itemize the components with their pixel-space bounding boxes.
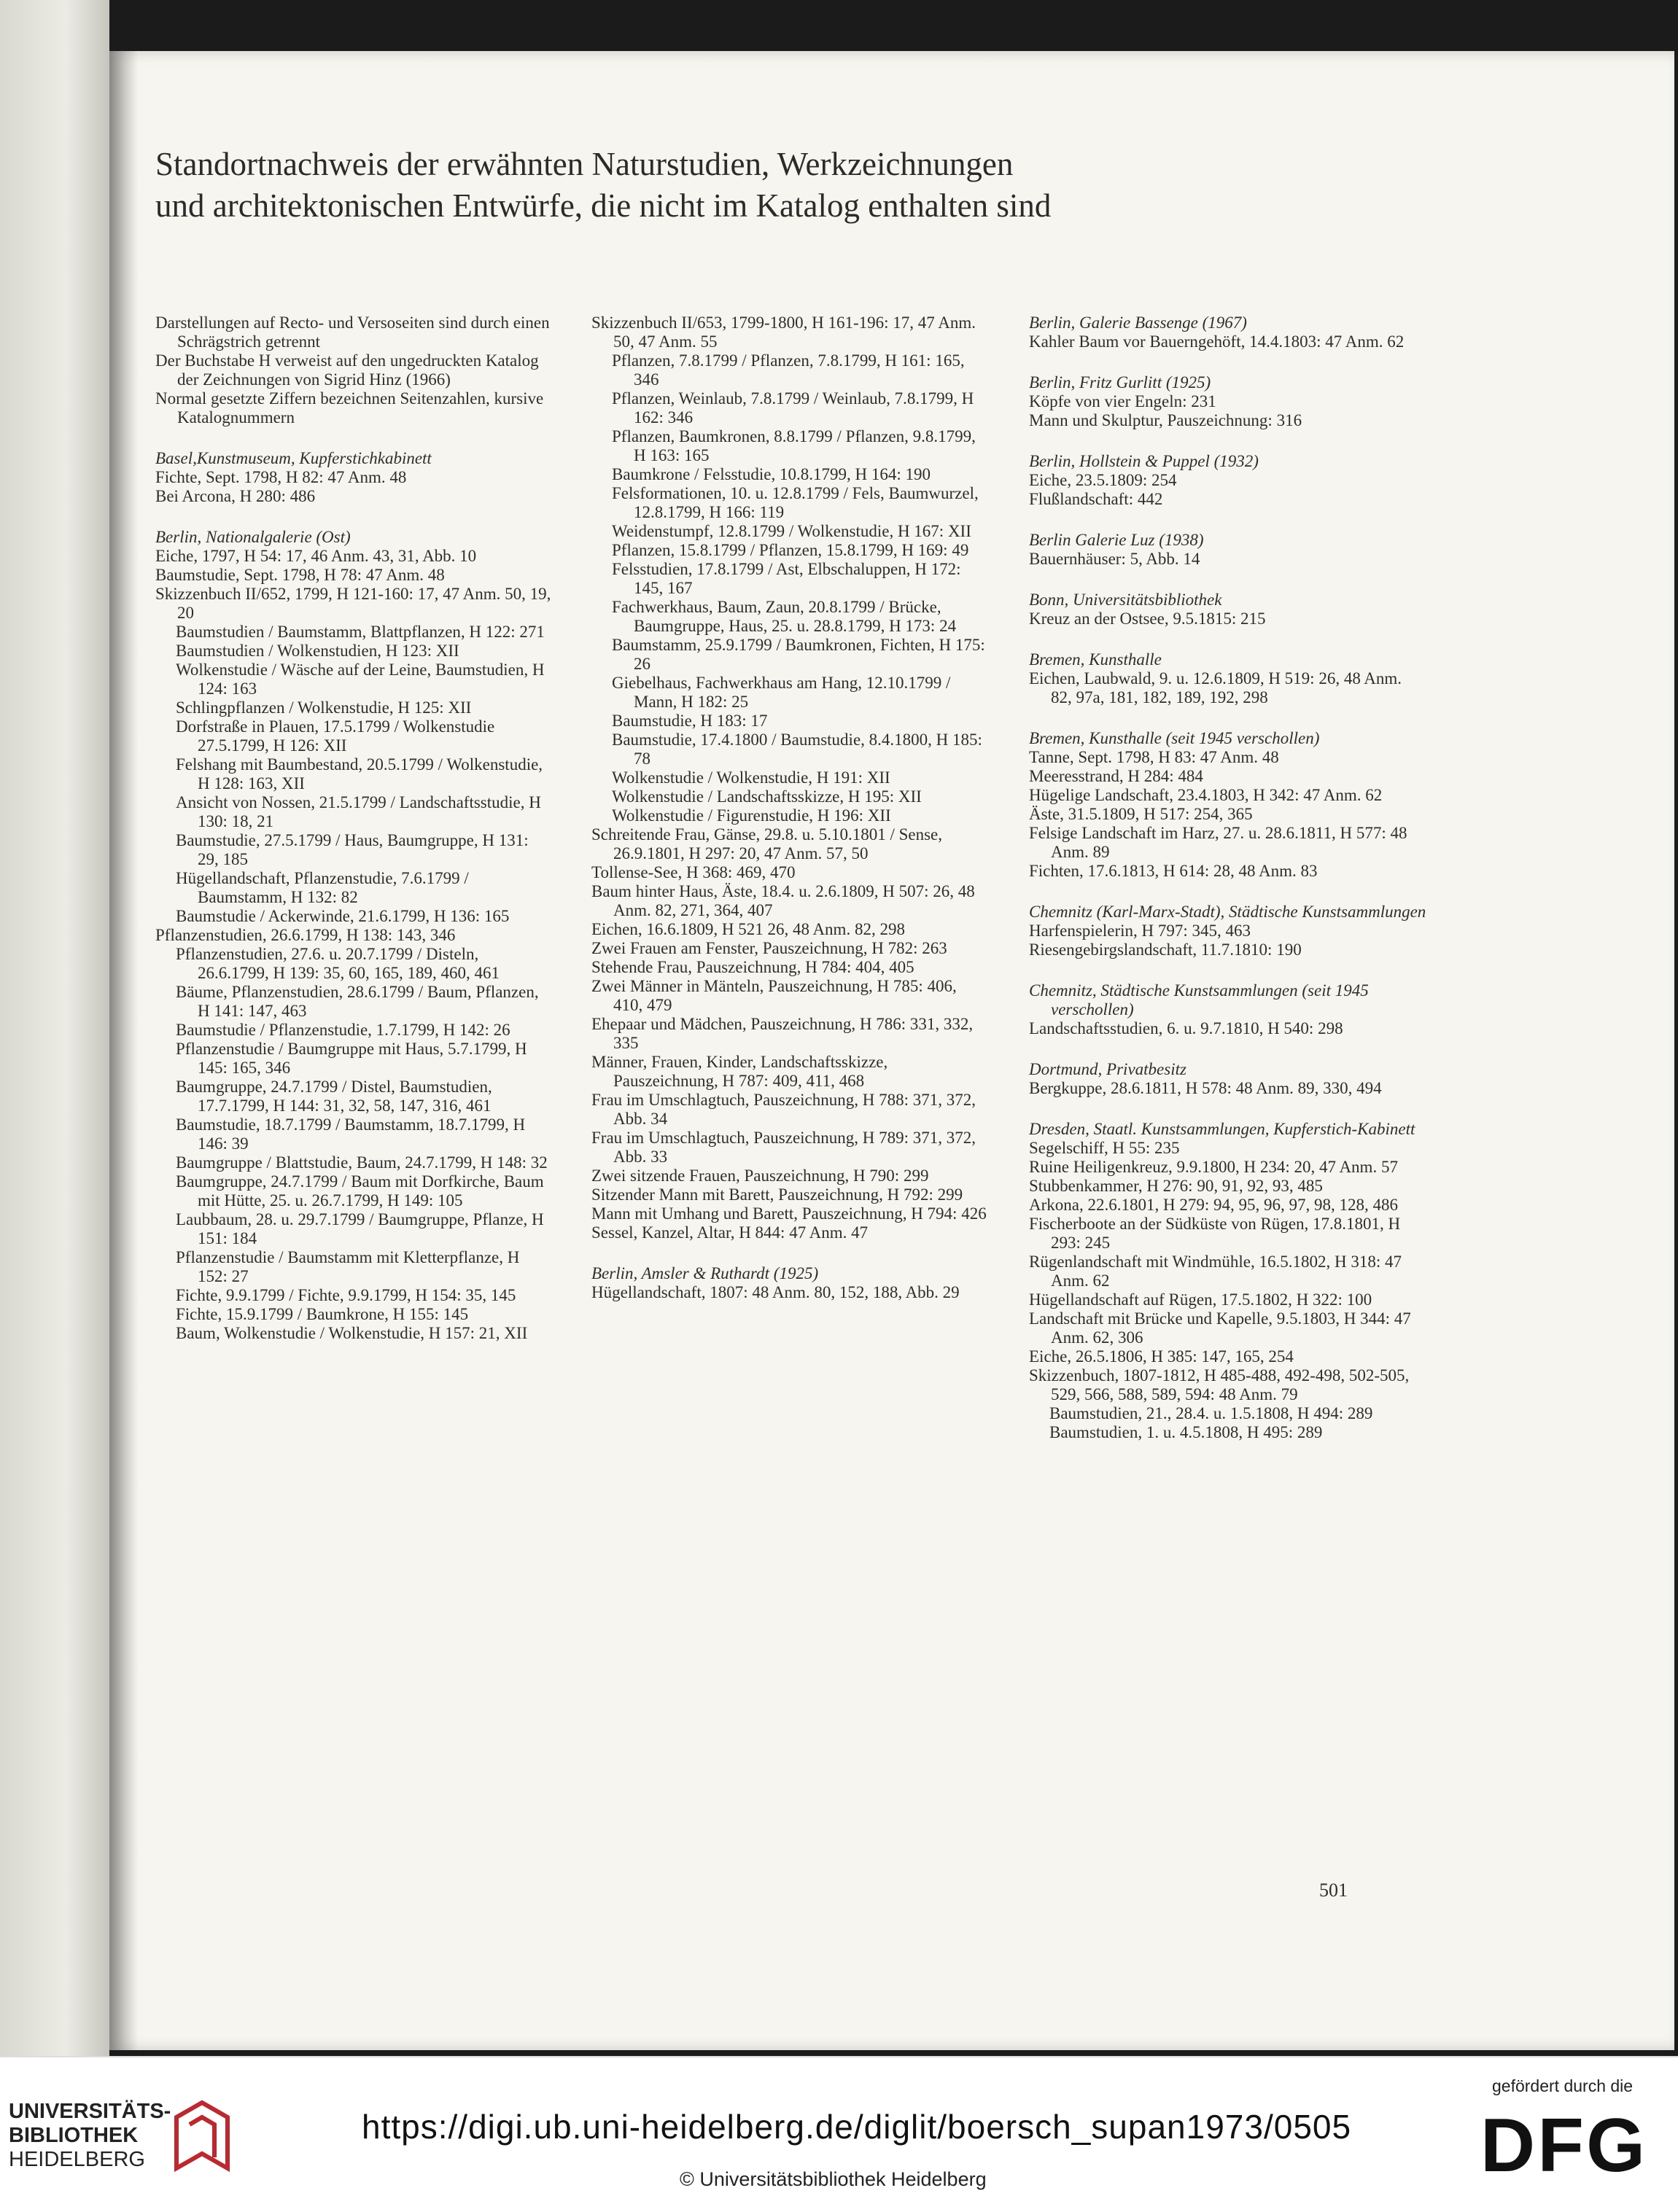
source-url-link[interactable]: https://digi.ub.uni-heidelberg.de/diglit/boersch_supan1973/0505: [362, 2108, 1352, 2146]
location-heading: Berlin, Fritz Gurlitt (1925): [1029, 373, 1211, 392]
index-entry: Fichten, 17.6.1813, H 614: 28, 48 Anm. 83: [1029, 862, 1318, 880]
index-entry: Darstellungen auf Recto- und Versoseiten sind durch einen Schrägstrich getrennt: [155, 314, 550, 351]
index-entry: Baum, Wolkenstudie / Wolkenstudie, H 157: 21, XII: [176, 1324, 528, 1342]
index-entry: Felsformationen, 10. u. 12.8.1799 / Fels, Baumwurzel, 12.8.1799, H 166: 119: [612, 484, 979, 521]
library-name: [9, 2100, 171, 2172]
index-entry: Arkona, 22.6.1801, H 279: 94, 95, 96, 97, 98, 128, 486: [1029, 1196, 1398, 1214]
location-heading: Berlin, Hollstein & Puppel (1932): [1029, 452, 1259, 470]
index-entry: Hügellandschaft, Pflanzenstudie, 7.6.1799 / Baumstamm, H 132: 82: [176, 869, 469, 906]
index-entry: Hügellandschaft auf Rügen, 17.5.1802, H 322: 100: [1029, 1290, 1372, 1309]
index-column-2: [591, 314, 989, 1302]
index-entry: Zwei Männer in Mänteln, Pauszeichnung, H 785: 406, 410, 479: [591, 977, 957, 1014]
index-entry: Bauernhäuser: 5, Abb. 14: [1029, 550, 1200, 568]
index-entry: Baumstudie / Pflanzenstudie, 1.7.1799, H 142: 26: [176, 1021, 510, 1039]
index-entry: Meeresstrand, H 284: 484: [1029, 767, 1203, 785]
index-entry: Fachwerkhaus, Baum, Zaun, 20.8.1799 / Brücke, Baumgruppe, Haus, 25. u. 28.8.1799, H 173: 24: [612, 598, 957, 635]
index-entry: Fischerboote an der Südküste von Rügen, 17.8.1801, H 293: 245: [1029, 1215, 1401, 1252]
footer-bar: [0, 2056, 1678, 2212]
index-entry: Eichen, Laubwald, 9. u. 12.6.1809, H 519: 26, 48 Anm. 82, 97a, 181, 182, 189, 192, 298: [1029, 669, 1402, 706]
location-heading: Dresden, Staatl. Kunstsammlungen, Kupferstich-Kabinett: [1029, 1120, 1415, 1138]
index-entry: Baumstudie, 17.4.1800 / Baumstudie, 8.4.1800, H 185: 78: [612, 731, 982, 768]
index-entry: Landschaftsstudien, 6. u. 9.7.1810, H 540: 298: [1029, 1019, 1343, 1037]
dfg-logo-text: DFG: [1480, 2104, 1645, 2184]
location-heading: Bremen, Kunsthalle: [1029, 650, 1162, 669]
index-entry: Weidenstumpf, 12.8.1799 / Wolkenstudie, H 167: XII: [612, 522, 971, 540]
index-entry: Baumstudie, 18.7.1799 / Baumstamm, 18.7.1799, H 146: 39: [176, 1115, 526, 1153]
index-entry: Fichte, 9.9.1799 / Fichte, 9.9.1799, H 154: 35, 145: [176, 1286, 516, 1304]
index-entry: Baumstudien / Baumstamm, Blattpflanzen, H 122: 271: [176, 623, 545, 641]
index-entry: Stubbenkammer, H 276: 90, 91, 92, 93, 485: [1029, 1177, 1323, 1195]
index-entry: Tanne, Sept. 1798, H 83: 47 Anm. 48: [1029, 748, 1279, 766]
index-entry: Felshang mit Baumbestand, 20.5.1799 / Wolkenstudie, H 128: 163, XII: [176, 755, 543, 792]
index-entry: Tollense-See, H 368: 469, 470: [591, 863, 796, 881]
index-entry: Fichte, 15.9.1799 / Baumkrone, H 155: 145: [176, 1305, 469, 1323]
index-entry: Laubbaum, 28. u. 29.7.1799 / Baumgruppe, Pflanze, H 151: 184: [176, 1210, 544, 1247]
index-entry: Frau im Umschlagtuch, Pauszeichnung, H 788: 371, 372, Abb. 34: [591, 1091, 976, 1128]
index-entry: Äste, 31.5.1809, H 517: 254, 365: [1029, 805, 1253, 823]
location-heading: Berlin, Amsler & Ruthardt (1925): [591, 1264, 819, 1282]
index-entry: Stehende Frau, Pauszeichnung, H 784: 404, 405: [591, 958, 914, 976]
index-entry: Baumgruppe / Blattstudie, Baum, 24.7.1799, H 148: 32: [176, 1153, 548, 1172]
index-entry: Landschaft mit Brücke und Kapelle, 9.5.1803, H 344: 47 Anm. 62, 306: [1029, 1309, 1411, 1347]
index-entry: Frau im Umschlagtuch, Pauszeichnung, H 789: 371, 372, Abb. 33: [591, 1129, 976, 1166]
index-entry: Baumstudie / Ackerwinde, 21.6.1799, H 136: 165: [176, 907, 510, 925]
index-entry: Skizzenbuch, 1807-1812, H 485-488, 492-498, 502-505, 529, 566, 588, 589, 594: 48 Anm. 79: [1029, 1366, 1410, 1403]
title-line: und architektonischen Entwürfe, die nicht im Katalog enthalten sind: [155, 187, 1052, 224]
index-entry: Baumgruppe, 24.7.1799 / Baum mit Dorfkirche, Baum mit Hütte, 25. u. 26.7.1799, H 149: 105: [176, 1172, 544, 1210]
index-entry: Rügenlandschaft mit Windmühle, 16.5.1802, H 318: 47 Anm. 62: [1029, 1253, 1402, 1290]
index-entry: Giebelhaus, Fachwerkhaus am Hang, 12.10.1799 / Mann, H 182: 25: [612, 674, 951, 711]
index-entry: Wolkenstudie / Wolkenstudie, H 191: XII: [612, 768, 890, 787]
location-heading: Bonn, Universitätsbibliothek: [1029, 591, 1222, 609]
index-entry: Mann und Skulptur, Pauszeichnung: 316: [1029, 411, 1302, 429]
index-entry: Flußlandschaft: 442: [1029, 490, 1163, 508]
index-entry: Eiche, 1797, H 54: 17, 46 Anm. 43, 31, Abb. 10: [155, 547, 477, 565]
index-entry: Riesengebirgslandschaft, 11.7.1810: 190: [1029, 941, 1302, 959]
index-entry: Felsstudien, 17.8.1799 / Ast, Elbschaluppen, H 172: 145, 167: [612, 560, 961, 597]
index-entry: Skizzenbuch II/652, 1799, H 121-160: 17, 47 Anm. 50, 19, 20: [155, 585, 551, 622]
location-heading: Berlin, Galerie Bassenge (1967): [1029, 314, 1247, 332]
index-entry: Hügelige Landschaft, 23.4.1803, H 342: 47 Anm. 62: [1029, 786, 1383, 804]
index-entry: Der Buchstabe H verweist auf den ungedruckten Katalog der Zeichnungen von Sigrid Hinz (1966): [155, 351, 539, 389]
location-heading: Chemnitz, Städtische Kunstsammlungen (seit 1945 verschollen): [1029, 981, 1369, 1019]
index-entry: Eiche, 26.5.1806, H 385: 147, 165, 254: [1029, 1347, 1294, 1366]
index-column-1: [155, 314, 553, 1343]
location-heading: Dortmund, Privatbesitz: [1029, 1060, 1186, 1078]
index-entry: Pflanzen, Weinlaub, 7.8.1799 / Weinlaub, 7.8.1799, H 162: 346: [612, 389, 974, 427]
index-entry: Zwei sitzende Frauen, Pauszeichnung, H 790: 299: [591, 1167, 929, 1185]
index-entry: Köpfe von vier Engeln: 231: [1029, 392, 1216, 410]
index-entry: Bäume, Pflanzenstudien, 28.6.1799 / Baum, Pflanzen, H 141: 147, 463: [176, 983, 539, 1020]
index-entry: Ehepaar und Mädchen, Pauszeichnung, H 786: 331, 332, 335: [591, 1015, 974, 1052]
index-entry: Dorfstraße in Plauen, 17.5.1799 / Wolkenstudie 27.5.1799, H 126: XII: [176, 717, 495, 755]
index-entry: Bei Arcona, H 280: 486: [155, 487, 316, 505]
title-line: Standortnachweis der erwähnten Naturstudien, Werkzeichnungen: [155, 146, 1014, 182]
index-entry: Baumkrone / Felsstudie, 10.8.1799, H 164: 190: [612, 465, 931, 483]
index-entry: Schlingpflanzen / Wolkenstudie, H 125: XII: [176, 698, 472, 717]
index-entry: Hügellandschaft, 1807: 48 Anm. 80, 152, 188, Abb. 29: [591, 1283, 960, 1301]
index-entry: Pflanzen, 15.8.1799 / Pflanzen, 15.8.1799, H 169: 49: [612, 541, 969, 559]
ub-heidelberg-logo-icon: [169, 2095, 235, 2176]
index-entry: Skizzenbuch II/653, 1799-1800, H 161-196: 17, 47 Anm. 50, 47 Anm. 55: [591, 314, 976, 351]
index-entry: Eichen, 16.6.1809, H 521 26, 48 Anm. 82, 298: [591, 920, 905, 938]
dfg-logo-icon: [1480, 2104, 1648, 2184]
index-entry: Pflanzenstudie / Baumstamm mit Kletterpflanze, H 152: 27: [176, 1248, 520, 1285]
location-heading: Bremen, Kunsthalle (seit 1945 verschollen): [1029, 729, 1320, 747]
location-heading: Basel,Kunstmuseum, Kupferstichkabinett: [155, 449, 432, 467]
facing-page-edge: [0, 0, 109, 2056]
location-heading: Berlin, Nationalgalerie (Ost): [155, 528, 351, 546]
index-entry: Baumstudien / Wolkenstudien, H 123: XII: [176, 642, 459, 660]
index-entry: Pflanzenstudien, 26.6.1799, H 138: 143, 346: [155, 926, 456, 944]
copyright-notice: © Universitätsbibliothek Heidelberg: [680, 2168, 987, 2190]
index-column-3: [1029, 314, 1426, 1442]
index-entry: Felsige Landschaft im Harz, 27. u. 28.6.1811, H 577: 48 Anm. 89: [1029, 824, 1407, 861]
funding-caption: gefördert durch die: [1492, 2076, 1634, 2095]
index-entry: Zwei Frauen am Fenster, Pauszeichnung, H 782: 263: [591, 939, 947, 957]
index-entry: Wolkenstudie / Figurenstudie, H 196: XII: [612, 806, 891, 825]
index-entry: Baumstudie, H 183: 17: [612, 712, 768, 730]
index-entry: Sessel, Kanzel, Altar, H 844: 47 Anm. 47: [591, 1223, 869, 1242]
index-entry: Pflanzen, Baumkronen, 8.8.1799 / Pflanzen, 9.8.1799, H 163: 165: [612, 427, 976, 464]
index-entry: Pflanzenstudien, 27.6. u. 20.7.1799 / Disteln, 26.6.1799, H 139: 35, 60, 165, 189, 460, 461: [176, 945, 500, 982]
index-entry: Mann mit Umhang und Barett, Pauszeichnung, H 794: 426: [591, 1204, 987, 1223]
index-entry: Fichte, Sept. 1798, H 82: 47 Anm. 48: [155, 468, 407, 486]
index-entry: Harfenspielerin, H 797: 345, 463: [1029, 922, 1251, 940]
page-number: 501: [1319, 1880, 1348, 1901]
index-entry: Pflanzenstudie / Baumgruppe mit Haus, 5.7.1799, H 145: 165, 346: [176, 1040, 527, 1077]
index-entry: Ruine Heiligenkreuz, 9.9.1800, H 234: 20, 47 Anm. 57: [1029, 1158, 1398, 1176]
index-entry: Schreitende Frau, Gänse, 29.8. u. 5.10.1801 / Sense, 26.9.1801, H 297: 20, 47 Anm. 57, 50: [591, 825, 943, 862]
index-entry: Segelschiff, H 55: 235: [1029, 1139, 1180, 1157]
library-name-line: HEIDELBERG: [9, 2148, 145, 2171]
index-entry: Wolkenstudie / Landschaftsskizze, H 195: XII: [612, 787, 922, 806]
index-entry: Baumgruppe, 24.7.1799 / Distel, Baumstudien, 17.7.1799, H 144: 31, 32, 58, 147, 316, 461: [176, 1078, 492, 1115]
index-entry: Baumstudie, 27.5.1799 / Haus, Baumgruppe, H 131: 29, 185: [176, 831, 529, 868]
index-entry: Sitzender Mann mit Barett, Pauszeichnung, H 792: 299: [591, 1185, 963, 1204]
index-entry: Baumstudien, 21., 28.4. u. 1.5.1808, H 494: 289: [1049, 1404, 1373, 1422]
library-name-line: UNIVERSITÄTS-: [9, 2100, 171, 2123]
index-entry: Baumstamm, 25.9.1799 / Baumkronen, Fichten, H 175: 26: [612, 636, 985, 673]
library-name-line: BIBLIOTHEK: [9, 2124, 139, 2147]
index-entry: Baumstudien, 1. u. 4.5.1808, H 495: 289: [1049, 1423, 1323, 1441]
location-heading: Chemnitz (Karl-Marx-Stadt), Städtische Kunstsammlungen: [1029, 903, 1426, 921]
index-entry: Normal gesetzte Ziffern bezeichnen Seitenzahlen, kursive Katalognummern: [155, 389, 544, 427]
page-title: [155, 144, 1395, 227]
location-heading: Berlin Galerie Luz (1938): [1029, 531, 1204, 549]
index-entry: Kreuz an der Ostsee, 9.5.1815: 215: [1029, 610, 1266, 628]
index-entry: Kahler Baum vor Bauerngehöft, 14.4.1803: 47 Anm. 62: [1029, 332, 1405, 351]
index-entry: Baumstudie, Sept. 1798, H 78: 47 Anm. 48: [155, 566, 445, 584]
index-entry: Bergkuppe, 28.6.1811, H 578: 48 Anm. 89, 330, 494: [1029, 1079, 1382, 1097]
index-entry: Ansicht von Nossen, 21.5.1799 / Landschaftsstudie, H 130: 18, 21: [176, 793, 541, 830]
index-entry: Eiche, 23.5.1809: 254: [1029, 471, 1177, 489]
index-entry: Männer, Frauen, Kinder, Landschaftsskizze, Pauszeichnung, H 787: 409, 411, 468: [591, 1053, 888, 1090]
index-entry: Baum hinter Haus, Äste, 18.4. u. 2.6.1809, H 507: 26, 48 Anm. 82, 271, 364, 407: [591, 882, 975, 919]
gutter-shadow: [109, 51, 139, 2050]
index-entry: Wolkenstudie / Wäsche auf der Leine, Baumstudien, H 124: 163: [176, 661, 545, 698]
index-entry: Pflanzen, 7.8.1799 / Pflanzen, 7.8.1799, H 161: 165, 346: [612, 351, 965, 389]
